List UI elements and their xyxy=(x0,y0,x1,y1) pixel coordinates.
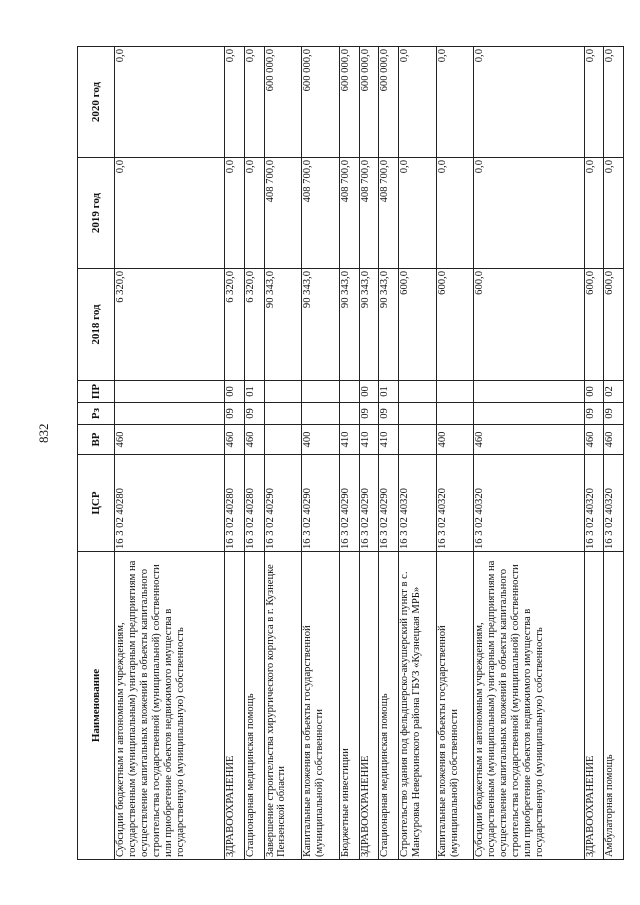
cell-2019: 0,0 xyxy=(584,158,604,269)
cell-2019: 0,0 xyxy=(398,158,436,269)
cell-vr: 460 xyxy=(584,425,604,455)
table-row xyxy=(264,47,302,860)
cell-csr: 16 3 02 40290 xyxy=(359,455,379,552)
cell-2018: 600,0 xyxy=(604,269,624,381)
table-row xyxy=(302,47,340,860)
cell-csr: 16 3 02 40280 xyxy=(244,455,264,552)
cell-name: Строительство здания под фельдшерско-акушерский пункт в с. Мансуровка Неверкинского района ГБУЗ «Кузнецкая МРБ» xyxy=(398,552,436,860)
cell-rz: 09 xyxy=(379,403,399,425)
cell-name: ЗДРАВООХРАНЕНИЕ xyxy=(359,552,379,860)
cell-name: Завершение строительства хирургического корпуса в г. Кузнецке Пензенской области xyxy=(264,552,302,860)
table-row xyxy=(436,47,474,860)
header-2019: 2019 год xyxy=(78,158,115,269)
cell-vr: 400 xyxy=(436,425,474,455)
table-body xyxy=(115,47,624,860)
cell-name: Стационарная медицинская помощь xyxy=(379,552,399,860)
cell-csr: 16 3 02 40320 xyxy=(474,455,584,552)
cell-vr: 460 xyxy=(474,425,584,455)
header-csr: ЦСР xyxy=(78,455,115,552)
cell-pr: 01 xyxy=(244,381,264,403)
table-row xyxy=(474,47,584,860)
cell-csr: 16 3 02 40290 xyxy=(302,455,340,552)
rotated-table-container xyxy=(77,47,624,860)
table-row xyxy=(359,47,379,860)
cell-vr: 460 xyxy=(115,425,225,455)
cell-rz xyxy=(115,403,225,425)
cell-2019: 408 700,0 xyxy=(264,158,302,269)
header-rz: Рз xyxy=(78,403,115,425)
cell-2020: 600 000,0 xyxy=(340,47,360,158)
cell-rz xyxy=(474,403,584,425)
table-row xyxy=(115,47,225,860)
cell-pr xyxy=(302,381,340,403)
cell-2020: 0,0 xyxy=(604,47,624,158)
cell-2018: 600,0 xyxy=(474,269,584,381)
cell-vr: 460 xyxy=(604,425,624,455)
cell-pr xyxy=(398,381,436,403)
cell-name: Амбулаторная помощь xyxy=(604,552,624,860)
cell-pr xyxy=(264,381,302,403)
cell-csr: 16 3 02 40290 xyxy=(340,455,360,552)
cell-2019: 408 700,0 xyxy=(302,158,340,269)
cell-name: Капитальные вложения в объекты государственной (муниципальной) собственности xyxy=(436,552,474,860)
cell-2018: 6 320,0 xyxy=(225,269,245,381)
cell-2018: 6 320,0 xyxy=(244,269,264,381)
cell-vr: 400 xyxy=(302,425,340,455)
cell-rz: 09 xyxy=(225,403,245,425)
cell-rz xyxy=(264,403,302,425)
cell-2019: 0,0 xyxy=(436,158,474,269)
cell-pr: 02 xyxy=(604,381,624,403)
cell-name: Субсидии бюджетным и автономным учреждениям, государственным (муниципальным) унитарным предприятиям на осуществление капитальных вложений в объекты капитального строительства государственной (муниципальной) собственности или приобретение объектов недвижимого имущества в государственную (муниципальную) собственность xyxy=(115,552,225,860)
cell-2018: 90 343,0 xyxy=(359,269,379,381)
cell-2020: 0,0 xyxy=(474,47,584,158)
cell-2020: 0,0 xyxy=(584,47,604,158)
cell-2018: 600,0 xyxy=(398,269,436,381)
cell-rz xyxy=(340,403,360,425)
cell-2020: 0,0 xyxy=(225,47,245,158)
cell-2018: 90 343,0 xyxy=(379,269,399,381)
cell-name: Стационарная медицинская помощь xyxy=(244,552,264,860)
cell-2019: 0,0 xyxy=(474,158,584,269)
cell-rz: 09 xyxy=(244,403,264,425)
cell-2018: 600,0 xyxy=(584,269,604,381)
cell-2020: 0,0 xyxy=(115,47,225,158)
cell-2018: 6 320,0 xyxy=(115,269,225,381)
cell-2018: 90 343,0 xyxy=(302,269,340,381)
cell-rz xyxy=(302,403,340,425)
cell-csr: 16 3 02 40320 xyxy=(584,455,604,552)
cell-csr: 16 3 02 40290 xyxy=(379,455,399,552)
cell-vr: 460 xyxy=(225,425,245,455)
cell-2019: 408 700,0 xyxy=(359,158,379,269)
table-row xyxy=(604,47,624,860)
cell-csr: 16 3 02 40290 xyxy=(264,455,302,552)
cell-csr: 16 3 02 40320 xyxy=(604,455,624,552)
cell-pr xyxy=(474,381,584,403)
cell-2018: 90 343,0 xyxy=(340,269,360,381)
table-row xyxy=(584,47,604,860)
cell-pr xyxy=(436,381,474,403)
cell-pr: 00 xyxy=(584,381,604,403)
cell-2020: 600 000,0 xyxy=(264,47,302,158)
cell-2020: 0,0 xyxy=(398,47,436,158)
cell-rz: 09 xyxy=(604,403,624,425)
cell-name: ЗДРАВООХРАНЕНИЕ xyxy=(225,552,245,860)
cell-pr xyxy=(115,381,225,403)
cell-rz xyxy=(398,403,436,425)
cell-2018: 600,0 xyxy=(436,269,474,381)
table-row xyxy=(244,47,264,860)
cell-vr xyxy=(398,425,436,455)
cell-csr: 16 3 02 40320 xyxy=(436,455,474,552)
cell-2018: 90 343,0 xyxy=(264,269,302,381)
cell-rz: 09 xyxy=(584,403,604,425)
cell-vr: 410 xyxy=(359,425,379,455)
cell-name: Бюджетные инвестиции xyxy=(340,552,360,860)
budget-table xyxy=(77,46,624,860)
table-row xyxy=(398,47,436,860)
cell-2020: 0,0 xyxy=(436,47,474,158)
cell-2019: 0,0 xyxy=(115,158,225,269)
cell-2019: 408 700,0 xyxy=(379,158,399,269)
cell-2019: 408 700,0 xyxy=(340,158,360,269)
cell-pr: 00 xyxy=(225,381,245,403)
page-number: 832 xyxy=(36,423,51,443)
cell-2019: 0,0 xyxy=(604,158,624,269)
header-pr: ПР xyxy=(78,381,115,403)
cell-vr: 410 xyxy=(340,425,360,455)
header-2018: 2018 год xyxy=(78,269,115,381)
cell-rz xyxy=(436,403,474,425)
table-row xyxy=(340,47,360,860)
header-vr: ВР xyxy=(78,425,115,455)
table-header-row xyxy=(78,47,115,860)
cell-vr: 410 xyxy=(379,425,399,455)
cell-vr xyxy=(264,425,302,455)
cell-2020: 600 000,0 xyxy=(359,47,379,158)
cell-2019: 0,0 xyxy=(225,158,245,269)
cell-name: Капитальные вложения в объекты государственной (муниципальной) собственности xyxy=(302,552,340,860)
cell-2020: 0,0 xyxy=(244,47,264,158)
cell-name: ЗДРАВООХРАНЕНИЕ xyxy=(584,552,604,860)
cell-pr: 00 xyxy=(359,381,379,403)
cell-pr: 01 xyxy=(379,381,399,403)
cell-csr: 16 3 02 40280 xyxy=(225,455,245,552)
cell-pr xyxy=(340,381,360,403)
cell-2019: 0,0 xyxy=(244,158,264,269)
header-name: Наименование xyxy=(78,552,115,860)
cell-2020: 600 000,0 xyxy=(379,47,399,158)
cell-csr: 16 3 02 40320 xyxy=(398,455,436,552)
table-row xyxy=(379,47,399,860)
cell-vr: 460 xyxy=(244,425,264,455)
cell-rz: 09 xyxy=(359,403,379,425)
cell-name: Субсидии бюджетным и автономным учреждениям, государственным (муниципальным) унитарным предприятиям на осуществление капитальных вложений в объекты капитального строительства государственной (муниципальной) собственности или приобретение объектов недвижимого имущества в государственную (муниципальную) собственность xyxy=(474,552,584,860)
cell-csr: 16 3 02 40280 xyxy=(115,455,225,552)
table-row xyxy=(225,47,245,860)
cell-2020: 600 000,0 xyxy=(302,47,340,158)
header-2020: 2020 год xyxy=(78,47,115,158)
